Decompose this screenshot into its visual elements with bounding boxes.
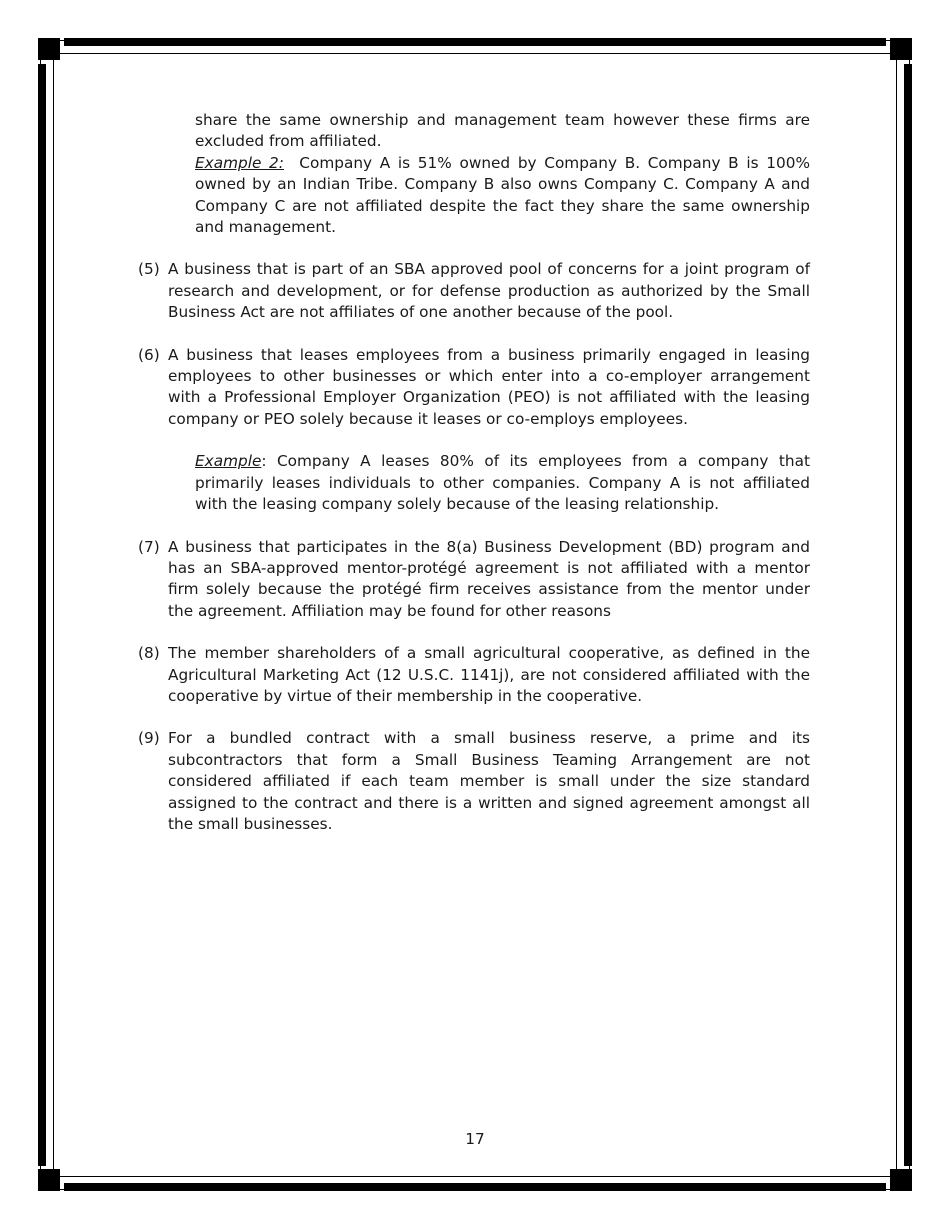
list-item — [138, 728, 810, 835]
page-border-right — [904, 64, 912, 1166]
item-number: (7) — [138, 537, 160, 556]
list-item — [138, 643, 810, 707]
continuation-paragraph — [195, 110, 810, 238]
example-2-text: Company A is 51% owned by Company B. Company B is 100% owned by an Indian Tribe. Company B also owns Company C. Company A and Company C are not affiliated despite the fact they share the same ownership and management. — [195, 153, 810, 237]
list-item — [138, 537, 810, 623]
page-number: 17 — [465, 1130, 485, 1148]
border-corner-bottom-right — [890, 1169, 912, 1191]
page-border-bottom — [64, 1183, 886, 1191]
item-text: A business that is part of an SBA approved pool of concerns for a joint program of research and development, or for defense production as authorized by the Small Business Act are not affiliates of one another because of the pool. — [168, 260, 810, 322]
example-text: : Company A leases 80% of its employees from a company that primarily leases individuals to other companies. Company A is not affiliated with the leasing company solely because of the leasing relationship. — [195, 452, 810, 514]
example-label: Example — [195, 452, 262, 471]
border-corner-bottom-left — [38, 1169, 60, 1191]
item-text: The member shareholders of a small agricultural cooperative, as defined in the Agricultural Marketing Act (12 U.S.C. 1141j), are not considered affiliated with the cooperative by virtue of their membership in the cooperative. — [168, 644, 810, 705]
list-item — [138, 345, 810, 431]
document-body — [138, 110, 810, 835]
item-number: (5) — [138, 260, 160, 279]
item-number: (6) — [138, 345, 160, 364]
continuation-text: share the same ownership and management team however these firms are excluded from affiliated. — [195, 111, 810, 151]
item-number: (8) — [138, 644, 160, 663]
item-text: A business that participates in the 8(a) Business Development (BD) program and has an SBA-approved mentor-protégé agreement is not affiliated with a mentor firm solely because the protégé firm receives assistance from the mentor under the agreement. Affiliation may be found for other reasons — [168, 537, 810, 620]
item-number: (9) — [138, 729, 160, 748]
item-text: A business that leases employees from a business primarily engaged in leasing employees to other businesses or which enter into a co-employer arrangement with a Professional Employer Organization (PEO) is not affiliated with the leasing company or PEO solely because it leases or co-employs employees. — [168, 345, 810, 428]
example-2-label: Example 2: — [195, 153, 284, 172]
border-corner-top-right — [890, 38, 912, 60]
page-border-left — [38, 64, 46, 1166]
border-corner-top-left — [38, 38, 60, 60]
example-paragraph — [195, 451, 810, 515]
page-border-top — [64, 38, 886, 46]
list-item — [138, 259, 810, 323]
item-text: For a bundled contract with a small business reserve, a prime and its subcontractors that form a Small Business Teaming Arrangement are not considered affiliated if each team member is small under the size standard assigned to the contract and there is a written and signed agreement amongst all the small businesses. — [168, 729, 810, 833]
